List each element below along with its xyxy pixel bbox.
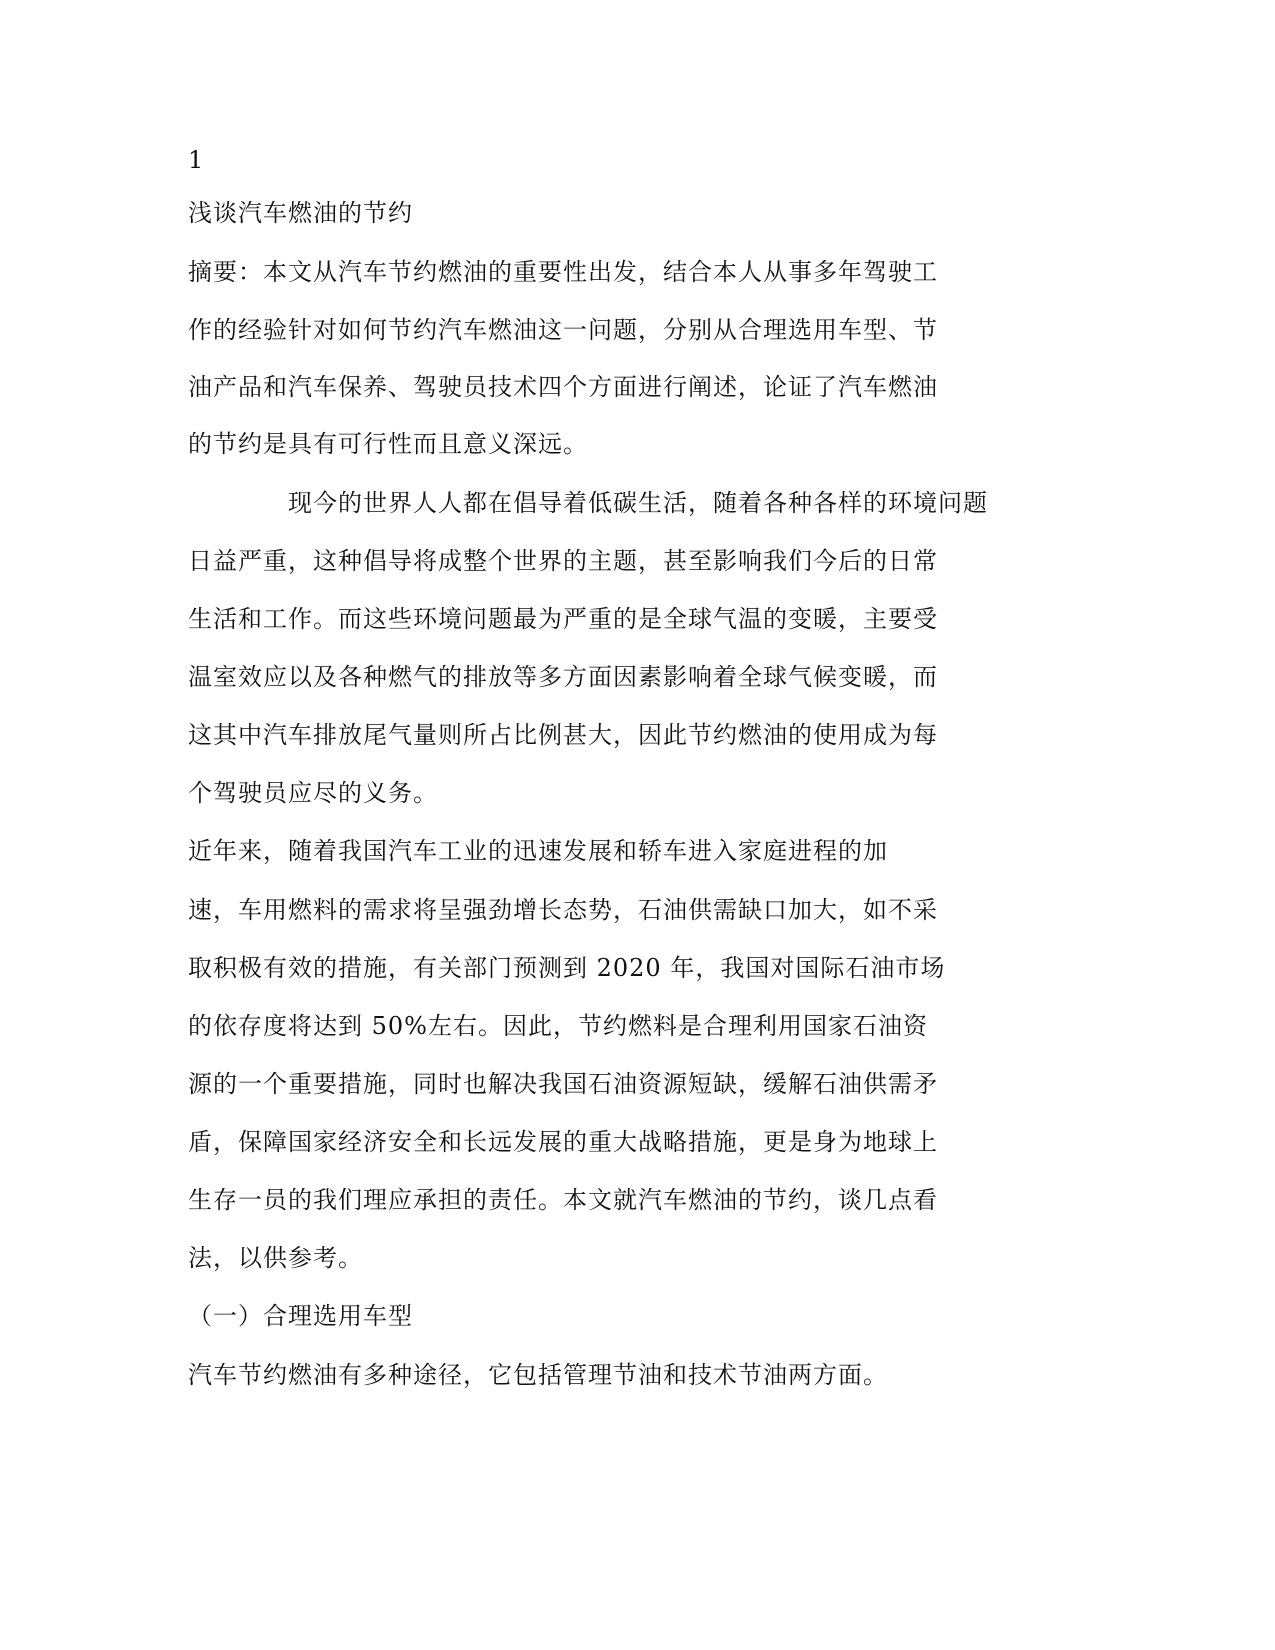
paragraph-line: 这其中汽车排放尾气量则所占比例甚大，因此节约燃油的使用成为每 (188, 721, 938, 749)
paragraph-line: 生存一员的我们理应承担的责任。本文就汽车燃油的节约，谈几点看 (188, 1186, 938, 1214)
abstract-line: 的节约是具有可行性而且意义深远。 (188, 430, 588, 458)
document-title: 浅谈汽车燃油的节约 (188, 199, 413, 227)
paragraph-line: 法，以供参考。 (188, 1244, 363, 1272)
paragraph-line: 近年来，随着我国汽车工业的迅速发展和轿车进入家庭进程的加 (188, 837, 888, 865)
page-number: 1 (188, 146, 205, 174)
paragraph-line: 盾，保障国家经济安全和长远发展的重大战略措施，更是身为地球上 (188, 1128, 938, 1156)
paragraph-line: 源的一个重要措施，同时也解决我国石油资源短缺，缓解石油供需矛 (188, 1070, 938, 1098)
paragraph-line: 取积极有效的措施，有关部门预测到 2020 年，我国对国际石油市场 (188, 954, 946, 982)
section-heading: （一）合理选用车型 (188, 1302, 413, 1330)
paragraph-line: 现今的世界人人都在倡导着低碳生活，随着各种各样的环境问题 (288, 489, 988, 517)
abstract-line: 油产品和汽车保养、驾驶员技术四个方面进行阐述，论证了汽车燃油 (188, 373, 938, 401)
abstract-line: 作的经验针对如何节约汽车燃油这一问题，分别从合理选用车型、节 (188, 316, 938, 344)
paragraph-line: 生活和工作。而这些环境问题最为严重的是全球气温的变暖，主要受 (188, 605, 938, 633)
paragraph-line: 日益严重，这种倡导将成整个世界的主题，甚至影响我们今后的日常 (188, 547, 938, 575)
paragraph-line: 的依存度将达到 50%左右。因此，节约燃料是合理利用国家石油资 (188, 1012, 928, 1040)
paragraph-line: 温室效应以及各种燃气的排放等多方面因素影响着全球气候变暖，而 (188, 663, 938, 691)
paragraph-line: 个驾驶员应尽的义务。 (188, 779, 438, 807)
paragraph-line: 汽车节约燃油有多种途径，它包括管理节油和技术节油两方面。 (188, 1361, 888, 1389)
paragraph-line: 速，车用燃料的需求将呈强劲增长态势，石油供需缺口加大，如不采 (188, 896, 938, 924)
abstract-line: 摘要：本文从汽车节约燃油的重要性出发，结合本人从事多年驾驶工 (188, 258, 938, 286)
